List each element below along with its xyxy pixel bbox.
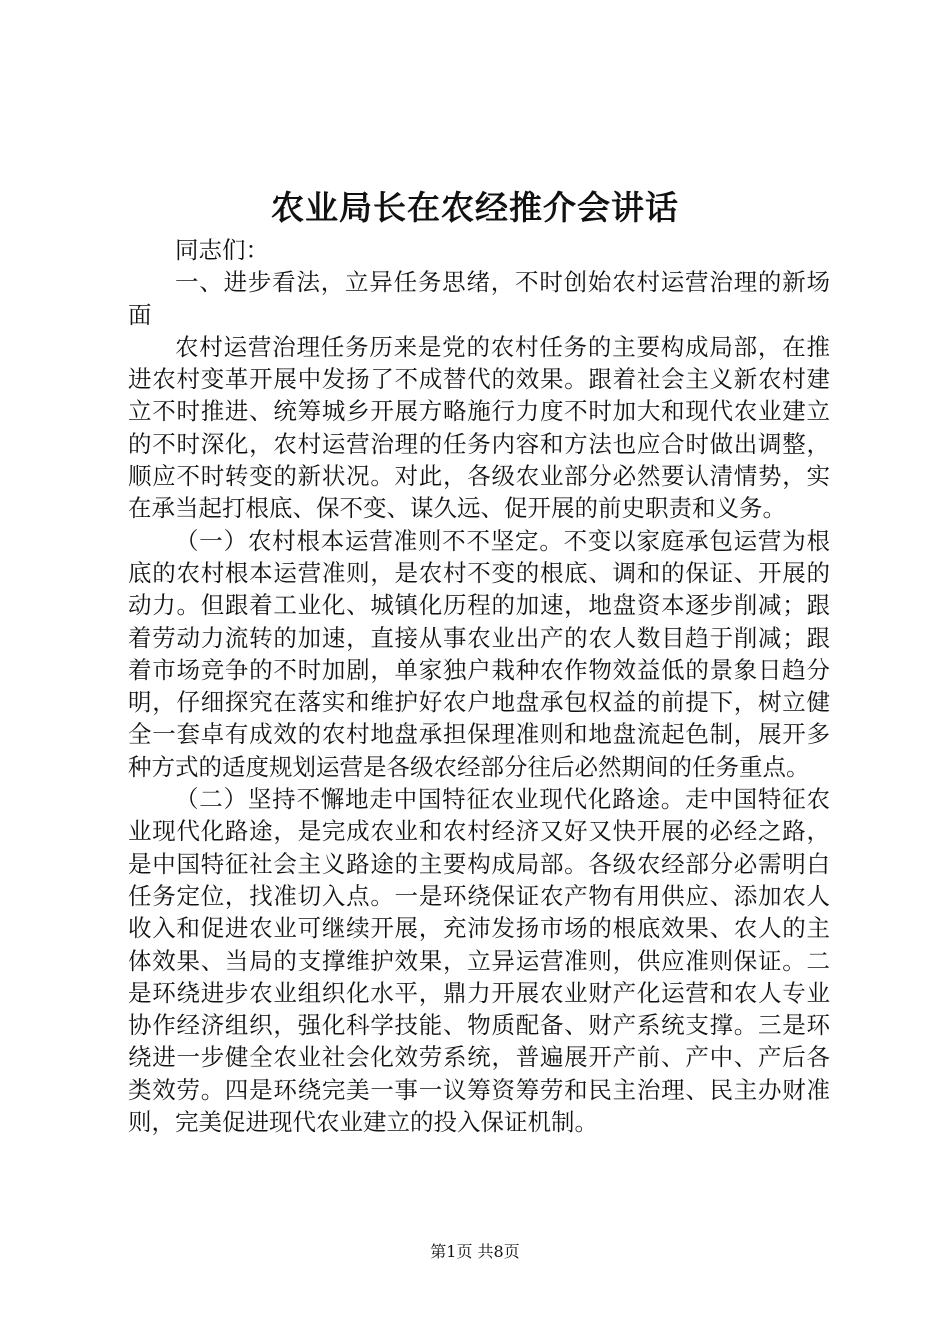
section-heading-paragraph: 一、进步看法，立异任务思绪，不时创始农村运营治理的新场面 xyxy=(128,268,830,329)
body-paragraph: 农村运营治理任务历来是党的农村任务的主要构成局部，在推进农村变革开展中发扬了不成替代的效果。跟着社会主义新农村建立不时推进、统筹城乡开展方略施行力度不时加大和现代农业建立的不时深化，农村运营治理的任务内容和方法也应合时做出调整，顺应不时转变的新状况。对此，各级农业部分必然要认清情势，实在承当起打根底、保不变、谋久远、促开展的前史职责和义务。 xyxy=(128,332,830,523)
document-title: 农业局长在农经推介会讲话 xyxy=(271,188,679,227)
salutation-paragraph: 同志们： xyxy=(175,236,269,264)
body-paragraph: （一）农村根本运营准则不不坚定。不变以家庭承包运营为根底的农村根本运营准则，是农村不变的根底、调和的保证、开展的动力。但跟着工业化、城镇化历程的加速，地盘资本逐步削减；跟着劳动力流转的加速，直接从事农业出产的农人数目趋于削减；跟着市场竞争的不时加剧，单家独户栽种农作物效益低的景象日趋分明，仔细探究在落实和维护好农户地盘承包权益的前提下，树立健全一套卓有成效的农村地盘承担保理准则和地盘流起色制，展开多种方式的适度规划运营是各级农经部分往后必然期间的任务重点。 xyxy=(128,526,830,781)
page-footer: 第1页 共8页 xyxy=(430,1242,520,1261)
document-body xyxy=(128,234,830,1138)
body-paragraph: （二）坚持不懈地走中国特征农业现代化路途。走中国特征农业现代化路途，是完成农业和农村经济又好又快开展的必经之路，是中国特征社会主义路途的主要构成局部。各级农经部分必需明白任务定位，找准切入点。一是环绕保证农产物有用供应、添加农人收入和促进农业可继续开展，充沛发扬市场的根底效果、农人的主体效果、当局的支撑维护效果，立异运营准则，供应准则保证。二是环绕进步农业组织化水平，鼎力开展农业财产化运营和农人专业协作经济组织，强化科学技能、物质配备、财产系统支撑。三是环绕进一步健全农业社会化效劳系统，普遍展开产前、产中、产后各类效劳。四是环绕完美一事一议筹资筹劳和民主治理、民主办财准则，完美促进现代农业建立的投入保证机制。 xyxy=(128,785,830,1137)
